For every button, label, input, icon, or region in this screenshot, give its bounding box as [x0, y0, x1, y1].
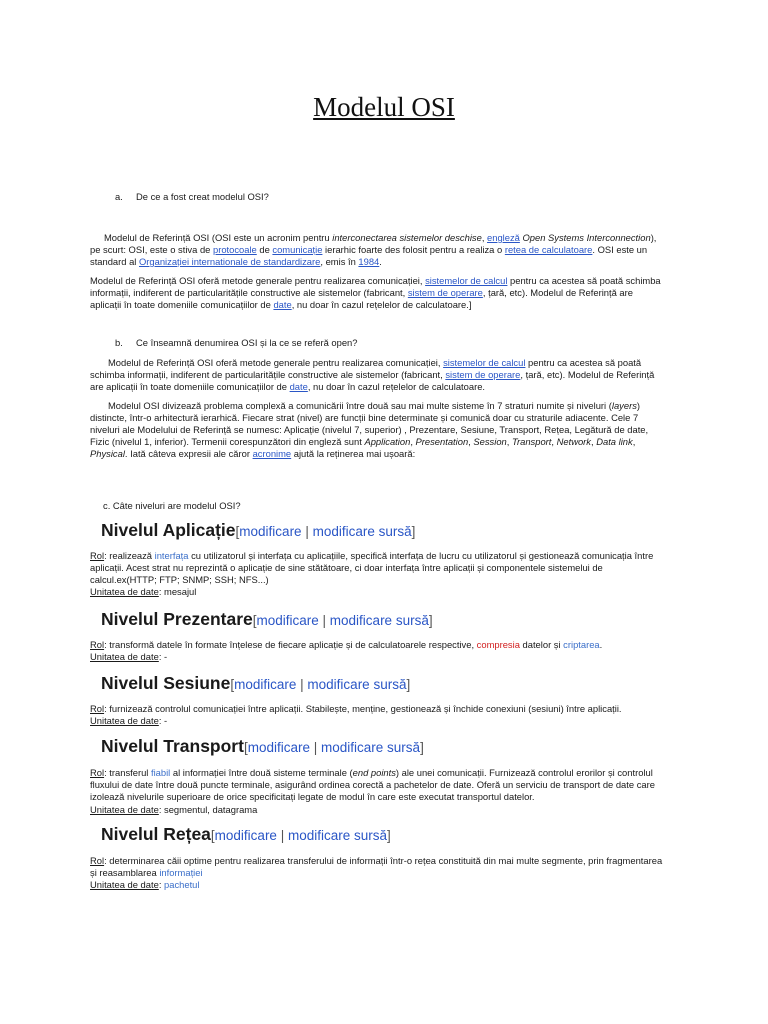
edit-source-link[interactable]: modificare sursă	[287, 828, 388, 843]
edit-source-link[interactable]: modificare sursă	[321, 740, 421, 755]
link-sistem-de-operare-2[interactable]: sistem de operare	[445, 369, 521, 380]
link-date[interactable]: date	[273, 299, 292, 310]
heading-nivelul-transport: Nivelul Transport[modificare | modificare sursă]	[101, 736, 424, 756]
link-iso[interactable]: Organizației internationale de standardizare	[139, 256, 321, 267]
heading-nivelul-aplicatie: Nivelul Aplicație[modificare | modificare sursă]	[101, 520, 416, 540]
link-protocoale[interactable]: protocoale	[212, 244, 257, 255]
role-retea: Rol: determinarea căii optime pentru realizarea transferului de informații într-o rețea constituită din mai multe segmente, prin fragmentarea și reasamblarea informației	[90, 855, 663, 878]
question-c: c. Câte niveluri are modelul OSI?	[103, 500, 241, 511]
question-a-marker: a.	[115, 191, 123, 202]
role-aplicatie: Rol: realizează interfața cu utilizatorul și interfața cu aplicațiile, specifică interfața de lucru cu utilizatorul și gestionează comunicația între aplicații. Acest strat nu reprezintă o aplicație de sine stătătoare, ci doar interfața între aplicații și componentele sistemelui de calcul.ex(HTTP; FTP; SNMP; SSH; NFS...)	[90, 550, 654, 585]
link-fiabil[interactable]: fiabil	[150, 767, 171, 778]
link-criptarea[interactable]: criptarea	[563, 639, 600, 650]
question-a: De ce a fost creat modelul OSI?	[136, 191, 269, 202]
edit-link[interactable]: modificare	[239, 524, 302, 539]
link-sisteme-de-calcul[interactable]: sistemelor de calcul	[425, 275, 508, 286]
role-transport: Rol: transferul fiabil al informației între două sisteme terminale (end points) ale unei comunicații. Furnizează controlul erorilor și controlul fluxului de date între două puncte terminale, asigurând ordinea corectă a pachetelor de date. Oferă un serviciu de transport de date care izolează nivelurile superioare de orice specificitați legate de modul în care este executat transportul datelor.	[90, 767, 655, 802]
unit-transport: Unitatea de date: segmentul, datagrama	[90, 804, 258, 815]
link-retea-de-calculatoare[interactable]: retea de calculatoare	[504, 244, 593, 255]
heading-nivelul-sesiune: Nivelul Sesiune[modificare | modificare sursă]	[101, 673, 411, 693]
unit-retea: Unitatea de date: pachetul	[90, 879, 200, 890]
question-b-marker: b.	[115, 337, 123, 348]
link-comunicatie[interactable]: comunicație	[272, 244, 323, 255]
paragraph-intro: Modelul de Referință OSI (OSI este un acronim pentru interconectarea sistemelor deschise, engleză Open Systems Interconnection), pe scurt: OSI, este o stiva de protocoale de comunicație ierarhic foarte des folosit pentru a realiza o retea de calculatoare. OSI este un standard al Organizației internationale de standardizare, emis în 1984.	[90, 232, 657, 267]
edit-link[interactable]: modificare	[247, 740, 310, 755]
edit-source-link[interactable]: modificare sursă	[312, 524, 412, 539]
edit-source-link[interactable]: modificare sursă	[329, 613, 429, 628]
question-b: Ce înseamnă denumirea OSI și la ce se referă open?	[136, 337, 358, 348]
unit-aplicatie: Unitatea de date: mesajul	[90, 586, 197, 597]
role-prezentare: Rol: transformă datele în formate înțelese de fiecare aplicație și de calculatoarele respective, compresia datelor și criptarea.	[90, 639, 603, 650]
paragraph-layers: Modelul OSI divizează problema complexă a comunicării între două sau mai multe sisteme în 7 straturi numite și niveluri (layers) distincte, într-o arhitectură ierarhică. Fiecare strat (nivel) are funcții bine determinate și comunică doar cu straturile adiacente. Cele 7 niveluri ale Modelului de Referință se numesc: Aplicație (nivelul 7, superior) , Prezentare, Sesiune, Transport, Rețea, Legătură de date, Fizic (nivelul 1, inferior). Termenii corespunzători din engleză sunt Application, Presentation, Session, Transport, Network, Data link, Physical. Iată câteva expresii ale căror acronime ajută la reținerea mai ușoară:	[90, 400, 649, 459]
edit-link[interactable]: modificare	[214, 828, 277, 843]
link-acronime[interactable]: acronime	[252, 448, 292, 459]
link-date-2[interactable]: date	[289, 381, 308, 392]
paragraph-methods: Modelul de Referință OSI oferă metode generale pentru realizarea comunicației, sistemelor de calcul pentru ca acestea să poată schimba informații, indiferent de particularitățile constructive ale sistemelor (fabricant, sistem de operare, țară, etc). Modelul de Referință are aplicații în toate domeniile comunicațiilor de date, nu doar în cazul rețelelor de calculatoare.]	[90, 275, 661, 310]
link-engleza[interactable]: engleză	[487, 232, 520, 243]
heading-nivelul-prezentare: Nivelul Prezentare[modificare | modificare sursă]	[101, 609, 433, 629]
link-sistem-de-operare[interactable]: sistem de operare	[407, 287, 483, 298]
role-sesiune: Rol: furnizează controlul comunicației între aplicații. Stabilește, menține, gestionează și închide conexiuni (sesiuni) între aplicații.	[90, 703, 622, 714]
link-pachetul[interactable]: pachetul	[164, 879, 200, 890]
paragraph-methods-2: Modelul de Referință OSI oferă metode generale pentru realizarea comunicației, sistemelor de calcul pentru ca acestea să poată schimba informații, indiferent de particularitățile constructive ale sistemelor (fabricant, sistem de operare, țară, etc). Modelul de Referință are aplicații în toate domeniile comunicațiilor de date, nu doar în cazul rețelelor de calculatoare.	[90, 357, 655, 392]
link-sisteme-de-calcul-2[interactable]: sistemelor de calcul	[443, 357, 526, 368]
link-1984[interactable]: 1984	[358, 256, 380, 267]
unit-prezentare: Unitatea de date: -	[90, 651, 168, 662]
heading-nivelul-retea: Nivelul Rețea[modificare | modificare sursă]	[101, 824, 391, 844]
link-interfata[interactable]: interfața	[154, 550, 189, 561]
edit-link[interactable]: modificare	[256, 613, 319, 628]
unit-sesiune: Unitatea de date: -	[90, 715, 168, 726]
link-informatiei[interactable]: informației	[159, 867, 203, 878]
edit-source-link[interactable]: modificare sursă	[307, 677, 407, 692]
link-compresia[interactable]: compresia	[476, 639, 520, 650]
edit-link[interactable]: modificare	[234, 677, 297, 692]
page-title: Modelul OSI	[313, 92, 455, 122]
